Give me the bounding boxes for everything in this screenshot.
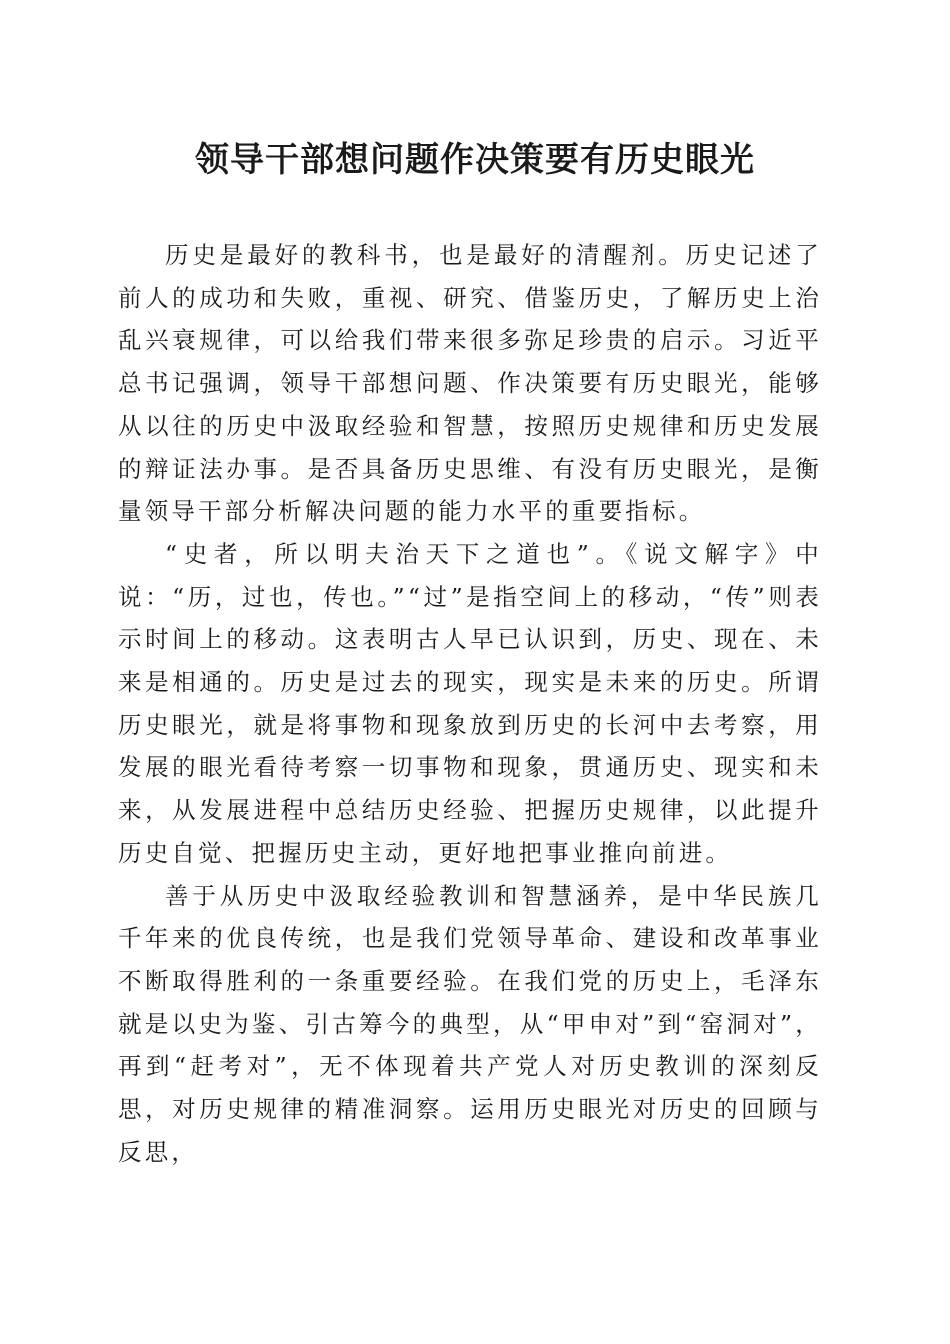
document-body (118, 234, 822, 1173)
paragraph: 善于从历史中汲取经验教训和智慧涵养，是中华民族几千年来的优良传统，也是我们党领导革命、建设和改革事业不断取得胜利的一条重要经验。在我们党的历史上，毛泽东就是以史为鉴、引古筹今的典型，从“甲申对”到“窑洞对”，再到“赶考对”，无不体现着共产党人对历史教训的深刻反思，对历史规律的精准洞察。运用历史眼光对历史的回顾与反思， (118, 881, 822, 1166)
document-title: 领导干部想问题作决策要有历史眼光 (195, 140, 755, 180)
paragraph: “史者，所以明夫治天下之道也”。《说文解字》中说：“历，过也，传也。”“过”是指空间上的移动，“传”则表示时间上的移动。这表明古人早已认识到，历史、现在、未来是相通的。历史是过去的现实，现实是未来的历史。所谓历史眼光，就是将事物和现象放到历史的长河中去考察，用发展的眼光看待考察一切事物和现象，贯通历史、现实和未来，从发展进程中总结历史经验、把握历史规律，以此提升历史自觉、把握历史主动，更好地把事业推向前进。 (118, 539, 822, 867)
paragraph: 历史是最好的教科书，也是最好的清醒剂。历史记述了前人的成功和失败，重视、研究、借鉴历史，了解历史上治乱兴衰规律，可以给我们带来很多弥足珍贵的启示。习近平总书记强调，领导干部想问题、作决策要有历史眼光，能够从以往的历史中汲取经验和智慧，按照历史规律和历史发展的辩证法办事。是否具备历史思维、有没有历史眼光，是衡量领导干部分析解决问题的能力水平的重要指标。 (118, 241, 822, 526)
